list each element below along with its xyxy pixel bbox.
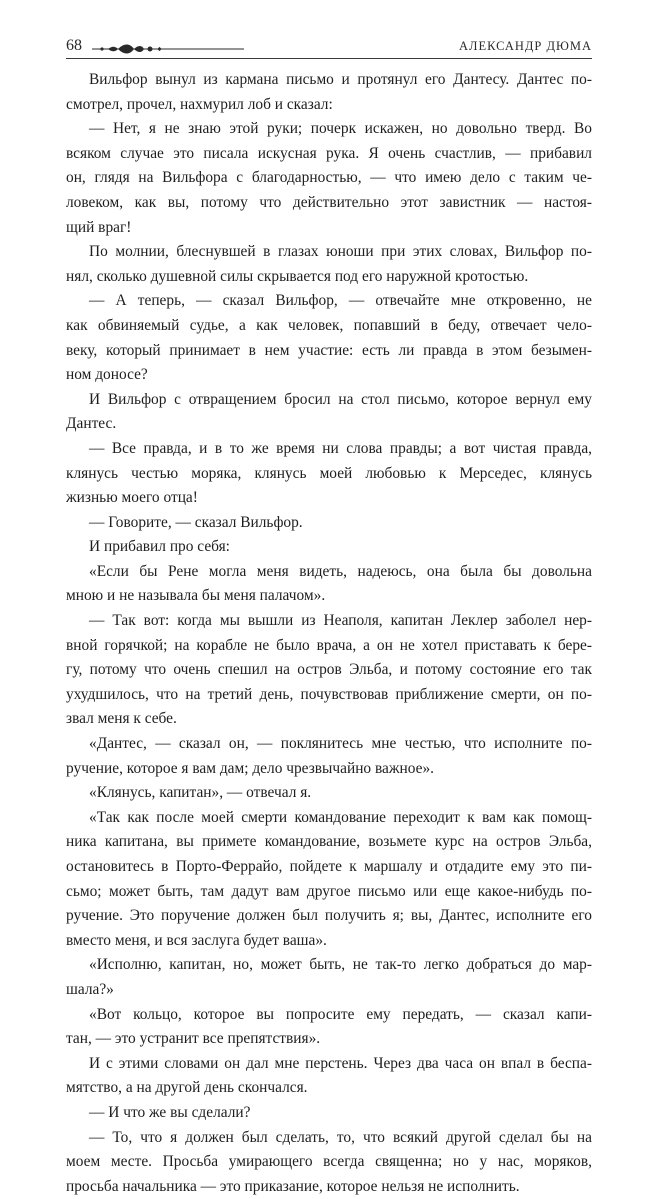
- text-line: сьмо; может быть, там дадут вам другое письмо или еще какое-нибудь по-: [66, 882, 592, 900]
- text-line: ника капитана, вы примете командование, возьмете курс на остров Эльба,: [66, 833, 592, 851]
- paragraph: [66, 511, 592, 536]
- text-line: остановитесь в Порто-Феррайо, пойдете к маршалу и отдадите ему это пи-: [66, 858, 592, 875]
- text-line: — А теперь, — сказал Вильфор, — отвечайте мне откровенно, не: [89, 292, 592, 310]
- paragraph: [66, 1003, 592, 1052]
- text-line: «Так как после моей смерти командование переходит к вам как помощ-: [89, 808, 592, 826]
- text-line: жизнью моего отца!: [66, 489, 198, 507]
- text-line: И прибавил про себя:: [89, 538, 230, 556]
- text-line: И с этими словами он дал мне перстень. Через два часа он впал в беспа-: [89, 1054, 592, 1072]
- text-line: — И что же вы сделали?: [89, 1103, 251, 1121]
- text-line: смотрел, прочел, нахмурил лоб и сказал:: [66, 95, 333, 113]
- paragraph: [66, 535, 592, 560]
- text-line: ручение. Это поручение должен был получить я; вы, Дантес, исполните его: [66, 907, 592, 925]
- paragraph: [66, 806, 592, 954]
- text-line: — То, что я должен был сделать, то, что всякий другой сделал бы на: [89, 1128, 592, 1146]
- page-number: 68: [66, 37, 82, 54]
- body-text: [66, 68, 592, 1199]
- text-line: — Все правда, и в то же время ни слова правды; а вот чистая правда,: [89, 439, 592, 457]
- text-line: ручение, которое я вам дам; дело чрезвычайно важное».: [66, 759, 434, 777]
- paragraph: [66, 609, 592, 732]
- text-line: вной горячкой; на корабле не было врача, а он не хотел приставать к бере-: [66, 636, 592, 654]
- text-line: ловеком, как вы, потому что действительно этот завистник — настоя-: [66, 193, 592, 211]
- paragraph: [66, 240, 592, 289]
- ornament-flourish-icon: [88, 41, 248, 57]
- text-line: мною и не называла бы меня палачом».: [66, 587, 326, 605]
- text-line: — Говорите, — сказал Вильфор.: [89, 513, 303, 531]
- text-line: вместо меня, и вся заслуга будет ваша».: [66, 931, 327, 949]
- text-line: Вильфор вынул из кармана письмо и протянул его Дантесу. Дантес по-: [89, 71, 592, 88]
- paragraph: [66, 560, 592, 609]
- running-head-author: АЛЕКСАНДР ДЮМА: [458, 39, 592, 53]
- text-line: И Вильфор с отвращением бросил на стол письмо, которое вернул ему: [89, 390, 592, 408]
- text-line: «Клянусь, капитан», — отвечал я.: [89, 784, 312, 802]
- paragraph: [66, 289, 592, 387]
- paragraph: [66, 781, 592, 806]
- paragraph: [66, 953, 592, 1002]
- header-rule: [66, 58, 592, 59]
- paragraph: [66, 117, 592, 240]
- text-line: гу, потому что очень спешил на остров Эльба, и потому состояние его так: [66, 661, 592, 679]
- text-line: клянусь честью моряка, клянусь моей любовью к Мерседес, клянусь: [66, 464, 592, 482]
- paragraph: [66, 437, 592, 511]
- text-line: веку, который принимает в нем участие: есть ли правда в этом безымен-: [66, 341, 592, 359]
- text-line: щий враг!: [66, 218, 132, 236]
- text-line: как обвиняемый судье, а как человек, попавший в беду, отвечает чело-: [66, 316, 592, 334]
- text-line: — Нет, я не знаю этой руки; почерк искажен, но довольно тверд. Во: [89, 120, 592, 138]
- text-line: тан, — это устранит все препятствия».: [66, 1030, 321, 1048]
- paragraph: [66, 732, 592, 781]
- text-line: — Так вот: когда мы вышли из Неаполя, капитан Леклер заболел нер-: [89, 612, 592, 630]
- text-line: мятство, а на другой день скончался.: [66, 1079, 308, 1097]
- paragraph: [66, 1052, 592, 1101]
- text-line: Дантес.: [66, 415, 117, 433]
- paragraph: [66, 1126, 592, 1199]
- text-line: «Вот кольцо, которое вы попросите ему передать, — сказал капи-: [89, 1005, 592, 1023]
- text-line: ухудшилось, что на третий день, почувствовав приближение смерти, он по-: [66, 685, 592, 703]
- text-line: всяком случае это писала искусная рука. Я очень счастлив, — прибавил: [66, 144, 592, 162]
- text-line: «Исполню, капитан, но, может быть, не так-то легко добраться до мар-: [89, 956, 592, 974]
- text-line: нял, сколько душевной силы скрывается под его наружной кротостью.: [66, 267, 529, 285]
- text-line: моем месте. Просьба умирающего всегда священна; но у нас, моряков,: [66, 1153, 592, 1171]
- text-line: ном доносе?: [66, 366, 148, 384]
- paragraph: [66, 1101, 592, 1126]
- page-header: [66, 33, 592, 59]
- text-line: он, глядя на Вильфора с благодарностью, — что имею дело с таким че-: [66, 169, 592, 187]
- text-line: звал меня к себе.: [66, 710, 177, 728]
- paragraph: [66, 388, 592, 437]
- text-line: просьба начальника — это приказание, которое нельзя не исполнить.: [66, 1177, 520, 1195]
- text-line: По молнии, блеснувшей в глазах юноши при этих словах, Вильфор по-: [89, 243, 592, 261]
- text-line: шала?»: [66, 980, 114, 998]
- paragraph: [66, 68, 592, 117]
- text-line: «Дантес, — сказал он, — поклянитесь мне честью, что исполните по-: [89, 735, 592, 753]
- text-line: «Если бы Рене могла меня видеть, надеюсь, она была бы довольна: [89, 562, 592, 580]
